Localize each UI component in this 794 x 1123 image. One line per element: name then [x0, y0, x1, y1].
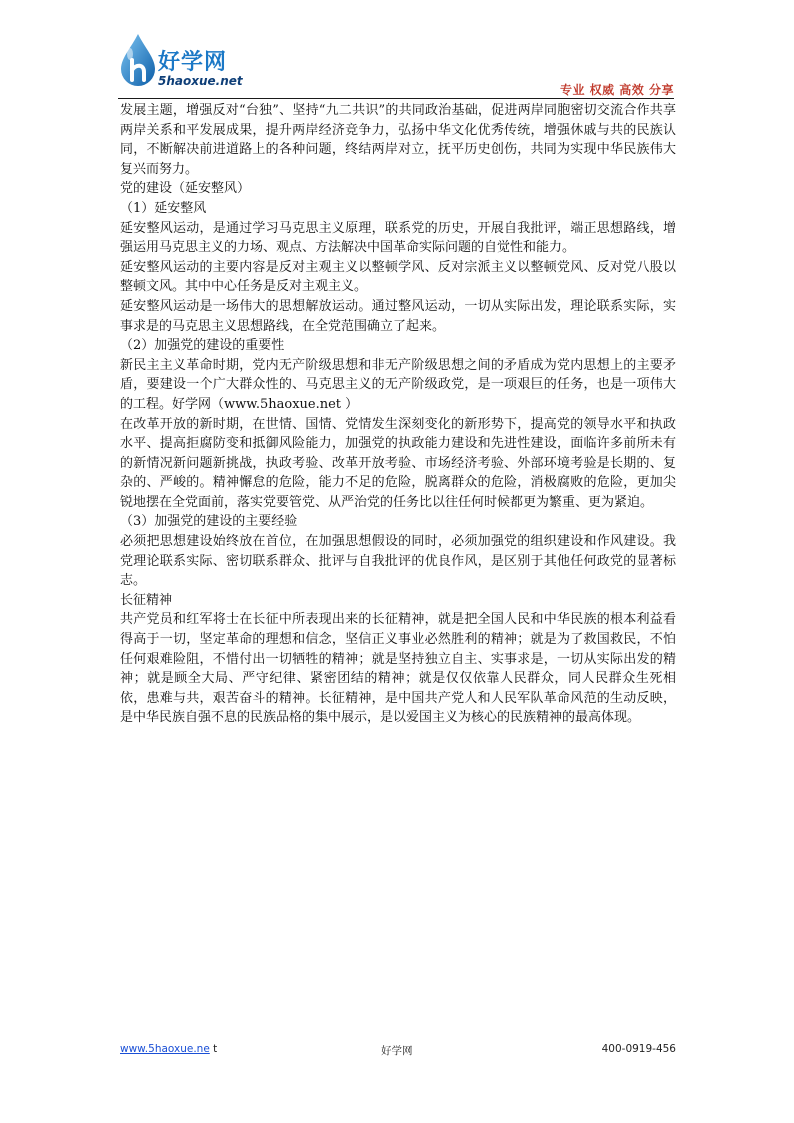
paragraph-yanan-content: 延安整风运动的主要内容是反对主观主义以整顿学风、反对宗派主义以整顿党风、反对党八股以整顿文风。其中中心任务是反对主观主义。	[120, 259, 676, 295]
site-logo-text: 好学网	[158, 50, 228, 75]
footer-phone: 400-0919-456	[601, 1043, 676, 1055]
document-body	[120, 101, 676, 728]
footer-link-wrapper	[120, 1043, 217, 1055]
subheading-importance: （2）加强党的建设的重要性	[120, 338, 285, 354]
paragraph-long-march-spirit: 共产党员和红军将士在长征中所表现出来的长征精神，就是把全国人民和中华民族的根本利益看得高于一切，坚定革命的理想和信念，坚信正义事业必然胜利的精神；就是为了救国救民，不怕任何艰难险阻，不惜付出一切牺牲的精神；就是坚持独立自主、实事求是，一切从实际出发的精神；就是顾全大局、严守纪律、紧密团结的精神；就是仅仅依靠人民群众，同人民群众生死相依，患难与共，艰苦奋斗的精神。长征精神，是中国共产党人和人民军队革命风范的生动反映，是中华民族自强不息的民族品格的集中展示，是以爱国主义为核心的民族精神的最高体现。	[120, 612, 676, 726]
site-tagline: 专业 权威 高效 分享	[559, 83, 674, 97]
footer-site-name: 好学网	[381, 1045, 413, 1057]
page-footer	[120, 1043, 676, 1059]
water-drop-logo-icon	[118, 32, 158, 88]
section-heading-long-march-spirit: 长征精神	[120, 592, 173, 608]
header-divider	[118, 98, 674, 99]
section-heading-party-building: 党的建设（延安整风）	[120, 181, 251, 197]
footer-link-suffix: t	[209, 1043, 218, 1055]
paragraph-yanan-definition: 延安整风运动，是通过学习马克思主义原理，联系党的历史，开展自我批评，端正思想路线，增强运用马克思主义的力场、观点、方法解决中国革命实际问题的自觉性和能力。	[120, 220, 676, 256]
footer-website-link[interactable]: www.5haoxue.ne	[120, 1043, 210, 1055]
site-logo-subtext: 5haoxue.net	[158, 74, 243, 88]
paragraph-yanan-significance: 延安整风运动是一场伟大的思想解放运动。通过整风运动，一切从实际出发，理论联系实际，实事求是的马克思主义思想路线，在全党范围确立了起来。	[120, 298, 676, 334]
paragraph-main-experience: 必须把思想建设始终放在首位，在加强思想假设的同时，必须加强党的组织建设和作风建设。我党理论联系实际、密切联系群众、批评与自我批评的优良作风，是区别于其他任何政党的显著标志。	[120, 534, 676, 589]
paragraph-reform-era: 在改革开放的新时期，在世情、国情、党情发生深刻变化的新形势下，提高党的领导水平和执政水平、提高拒腐防变和抵御风险能力，加强党的执政能力建设和先进性建设，面临许多前所未有的新情况新问题新挑战，执政考验、改革开放考验、市场经济考验、外部环境考验是长期的、复杂的、严峻的。精神懈怠的危险，能力不足的危险，脱离群众的危险，消极腐败的危险，更加尖锐地摆在全党面前，落实党要管党、从严治党的任务比以往任何时候都更为繁重、更为紧迫。	[120, 416, 676, 510]
paragraph-cross-strait: 发展主题，增强反对“台独”、坚持“九二共识”的共同政治基础，促进两岸同胞密切交流合作共享两岸关系和平发展成果，提升两岸经济竞争力，弘扬中华文化优秀传统，增强休戚与共的民族认同，不断解决前进道路上的各种问题，终结两岸对立，抚平历史创伤，共同为实现中华民族伟大复兴而努力。	[120, 103, 676, 177]
page-header	[118, 12, 674, 100]
paragraph-new-democratic-period: 新民主主义革命时期，党内无产阶级思想和非无产阶级思想之间的矛盾成为党内思想上的主要矛盾，要建设一个广大群众性的、马克思主义的无产阶级政党，是一项艰巨的任务，也是一项伟大的工程。好学网（www.5haoxue.net ）	[120, 357, 676, 412]
subheading-main-experience: （3）加强党的建设的主要经验	[120, 514, 298, 530]
subheading-yanan-rectification: （1）延安整风	[120, 200, 207, 216]
